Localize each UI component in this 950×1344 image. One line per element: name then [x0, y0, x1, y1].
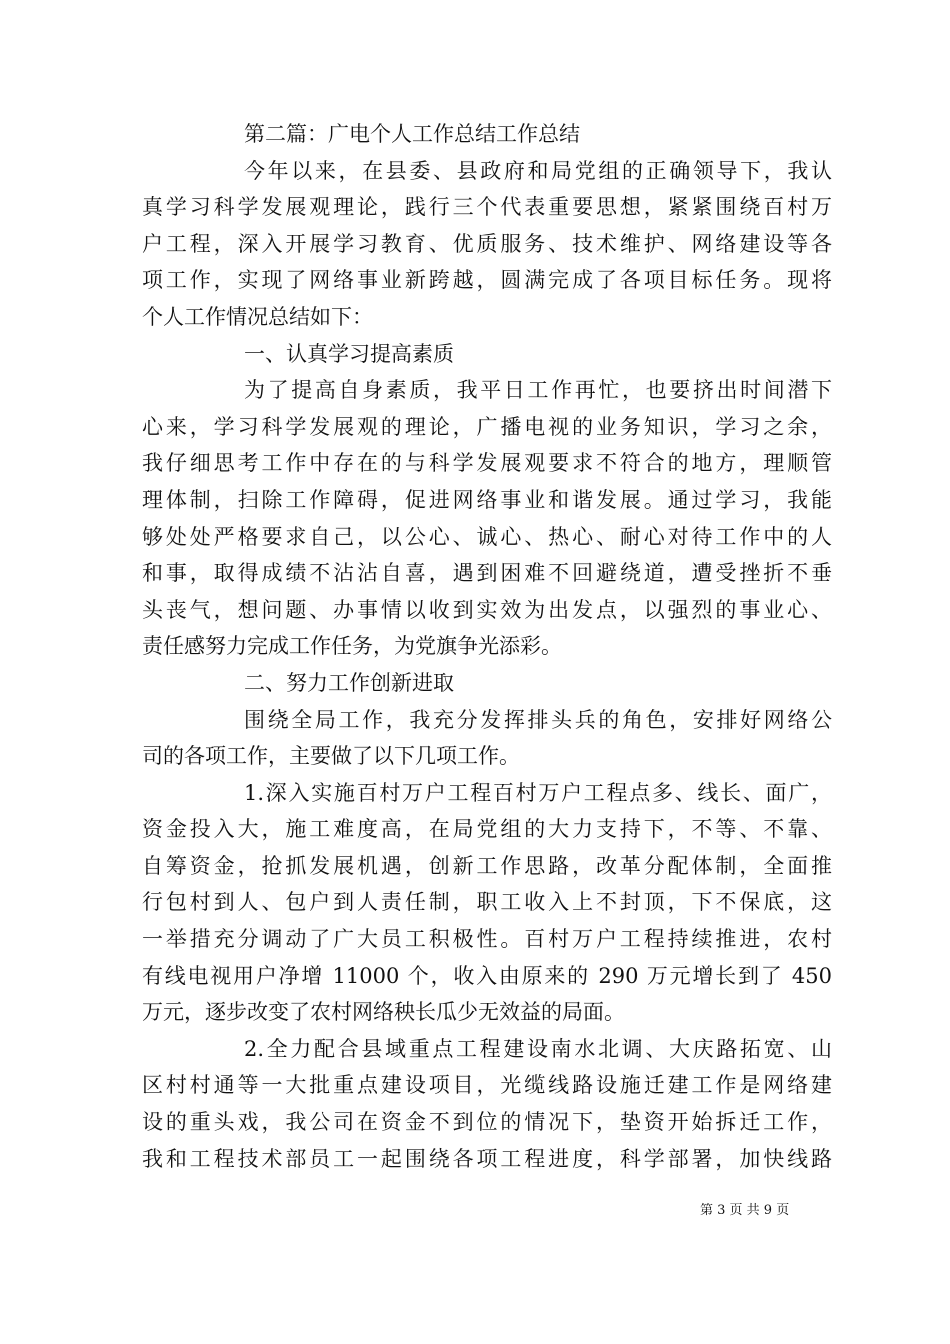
- paragraph-line: 和事，取得成绩不沾沾自喜，遇到困难不回避绕道，遭受挫折不垂: [142, 561, 832, 586]
- document-body: [142, 116, 832, 1177]
- paragraph-line: 头丧气，想问题、办事情以收到实效为出发点，以强烈的事业心、: [142, 597, 832, 622]
- paragraph-line: 1.深入实施百村万户工程百村万户工程点多、线长、面广，: [244, 780, 832, 805]
- paragraph-line: 区村村通等一大批重点建设项目，光缆线路设施迁建工作是网络建: [142, 1073, 832, 1098]
- paragraph-line: 责任感努力完成工作任务，为党旗争光添彩。: [142, 634, 562, 659]
- section-heading: 二、努力工作创新进取: [244, 670, 454, 695]
- paragraph-line: 一举措充分调动了广大员工积极性。百村万户工程持续推进，农村: [142, 927, 832, 952]
- page-number: 第 3 页 共 9 页: [700, 1203, 790, 1218]
- paragraph-line: 行包村到人、包户到人责任制，职工收入上不封顶，下不保底，这: [142, 890, 832, 915]
- paragraph-line: 我仔细思考工作中存在的与科学发展观要求不符合的地方，理顺管: [142, 451, 832, 476]
- paragraph-line: 为了提高自身素质，我平日工作再忙，也要挤出时间潜下: [244, 378, 832, 403]
- paragraph-line: 自筹资金，抢抓发展机遇，创新工作思路，改革分配体制，全面推: [142, 853, 832, 878]
- paragraph-line: 围绕全局工作，我充分发挥排头兵的角色，安排好网络公: [244, 707, 832, 732]
- paragraph-line: 够处处严格要求自己，以公心、诚心、热心、耐心对待工作中的人: [142, 524, 832, 549]
- paragraph-line: 心来，学习科学发展观的理论，广播电视的业务知识，学习之余，: [142, 414, 832, 439]
- paragraph-line: 理体制，扫除工作障碍，促进网络事业和谐发展。通过学习，我能: [142, 487, 832, 512]
- paragraph-line: 有线电视用户净增 11000 个，收入由原来的 290 万元增长到了 450: [142, 963, 832, 988]
- section-title: 第二篇：广电个人工作总结工作总结: [244, 122, 580, 146]
- paragraph-line: 2.全力配合县域重点工程建设南水北调、大庆路拓宽、山: [244, 1036, 832, 1061]
- paragraph-line: 设的重头戏，我公司在资金不到位的情况下，垫资开始拆迁工作，: [142, 1110, 832, 1135]
- paragraph-line: 资金投入大，施工难度高，在局党组的大力支持下，不等、不靠、: [142, 817, 832, 842]
- paragraph-line: 真学习科学发展观理论，践行三个代表重要思想，紧紧围绕百村万: [142, 195, 832, 220]
- paragraph-line: 个人工作情况总结如下：: [142, 304, 373, 329]
- paragraph-line: 我和工程技术部员工一起围绕各项工程进度，科学部署，加快线路: [142, 1146, 832, 1171]
- paragraph-line: 户工程，深入开展学习教育、优质服务、技术维护、网络建设等各: [142, 231, 832, 256]
- paragraph-line: 司的各项工作，主要做了以下几项工作。: [142, 744, 520, 769]
- paragraph-line: 今年以来，在县委、县政府和局党组的正确领导下，我认: [244, 158, 832, 183]
- section-heading: 一、认真学习提高素质: [244, 341, 454, 366]
- paragraph-line: 项工作，实现了网络事业新跨越，圆满完成了各项目标任务。现将: [142, 268, 832, 293]
- paragraph-line: 万元，逐步改变了农村网络秧长瓜少无效益的局面。: [142, 1000, 625, 1025]
